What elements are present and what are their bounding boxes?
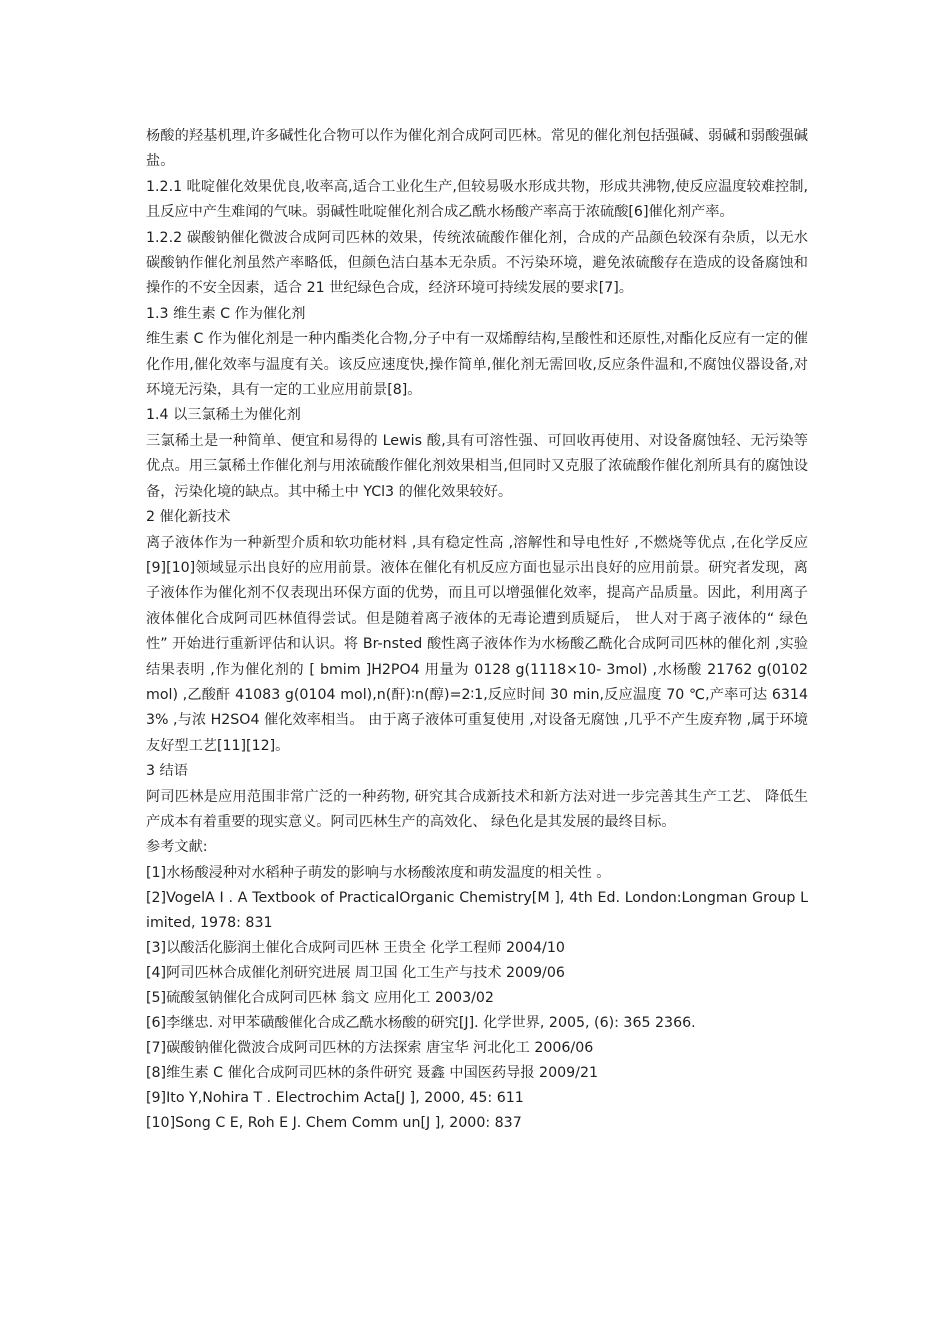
reference-item: [1]水杨酸浸种对水稻种子萌发的影响与水杨酸浓度和萌发温度的相关性 。 — [146, 864, 611, 881]
reference-item: [2]VogelA I . A Textbook of PracticalOrganic Chemistry[M ], 4th Ed. London:Longman Group Limited, 1978: 831 — [146, 889, 808, 931]
heading-vitamin-c: 1.3 维生素 C 作为催化剂 — [146, 305, 306, 322]
heading-conclusion: 3 结语 — [146, 763, 188, 780]
heading-new-technology: 2 催化新技术 — [146, 509, 231, 526]
reference-item: [10]Song C E, Roh E J. Chem Comm un[J ], 2000: 837 — [146, 1114, 522, 1131]
reference-item: [9]Ito Y,Nohira T . Electrochim Acta[J ], 2000, 45: 611 — [146, 1089, 524, 1106]
document-body — [146, 124, 808, 1136]
paragraph-pyridine: 1.2.1 吡啶催化效果优良,收率高,适合工业化生产,但较易吸水形成共物，形成共沸物,使反应温度较难控制,且反应中产生难闻的气味。弱碱性吡啶催化剂合成乙酰水杨酸产率高于浓硫酸[6]催化剂产率。 — [146, 178, 808, 221]
reference-item: [6]李继忠. 对甲苯磺酸催化合成乙酰水杨酸的研究[J]. 化学世界, 2005, (6): 365 2366. — [146, 1014, 696, 1031]
reference-item: [8]维生素 C 催化合成阿司匹林的条件研究 聂鑫 中国医药导报 2009/21 — [146, 1064, 598, 1081]
heading-references: 参考文献: — [146, 839, 208, 856]
heading-rare-earth: 1.4 以三氯稀土为催化剂 — [146, 407, 301, 424]
paragraph-sodium-carbonate: 1.2.2 碳酸钠催化微波合成阿司匹林的效果，传统浓硫酸作催化剂，合成的产品颜色较深有杂质，以无水碳酸钠作催化剂虽然产率略低，但颜色洁白基本无杂质。不污染环境，避免浓硫酸存在造成的设备腐蚀和操作的不安全因素，适合 21 世纪绿色合成，经济环境可持续发展的要求[7]。 — [146, 229, 808, 297]
paragraph-conclusion: 阿司匹林是应用范围非常广泛的一种药物, 研究其合成新技术和新方法对进一步完善其生产工艺、 降低生产成本有着重要的现实意义。阿司匹林生产的高效化、 绿色化是其发展的最终目标。 — [146, 788, 808, 830]
paragraph-catalyst-intro: 杨酸的羟基机理,许多碱性化合物可以作为催化剂合成阿司匹林。常见的催化剂包括强碱、弱碱和弱酸强碱盐。 — [146, 128, 808, 170]
paragraph-rare-earth: 三氯稀土是一种简单、便宜和易得的 Lewis 酸,具有可溶性强、可回收再使用、对设备腐蚀轻、无污染等优点。用三氯稀土作催化剂与用浓硫酸作催化剂效果相当,但同时又克服了浓硫酸作催化剂所具有的腐蚀设备，污染化境的缺点。其中稀土中 YCl3 的催化效果较好。 — [146, 432, 808, 500]
reference-item: [7]碳酸钠催化微波合成阿司匹林的方法探索 唐宝华 河北化工 2006/06 — [146, 1039, 594, 1056]
reference-list — [146, 861, 808, 1136]
reference-item: [3]以酸活化膨润土催化合成阿司匹林 王贵全 化学工程师 2004/10 — [146, 939, 565, 956]
paragraph-vitamin-c: 维生素 C 作为催化剂是一种内酯类化合物,分子中有一双烯醇结构,呈酸性和还原性,对酯化反应有一定的催化作用,催化效率与温度有关。该反应速度快,操作简单,催化剂无需回收,反应条件温和,不腐蚀仪器设备,对环境无污染，具有一定的工业应用前景[8]。 — [146, 331, 808, 399]
paragraph-ionic-liquid: 离子液体作为一种新型介质和软功能材料 ,具有稳定性高 ,溶解性和导电性好 ,不燃烧等优点 ,在化学反应[9][10]领域显示出良好的应用前景。液体在催化有机反应方面也显示出良好的应用前景。研究者发现，离子液体作为催化剂不仅表现出环保方面的优势，而且可以增强催化效率，提高产品质量。因此，利用离子液体催化合成阿司匹林值得尝试。但是随着离子液体的无毒论遭到质疑后， 世人对于离子液体的“ 绿色性” 开始进行重新评估和认识。将 Br-nsted 酸性离子液体作为水杨酸乙酰化合成阿司匹林的催化剂 ,实验结果表明 ,作为催化剂的 [ bmim ]H2PO4 用量为 0128 g(1118×10- 3mol) ,水杨酸 21762 g(0102 mol) ,乙酸酐 41083 g(0104 mol),n(酐)∶n(醇)=2∶1,反应时间 30 min,反应温度 70 ℃,产率可达 63143% ,与浓 H2SO4 催化效率相当。 由于离子液体可重复使用 ,对设备无腐蚀 ,几乎不产生废弃物 ,属于环境友好型工艺[11][12]。 — [146, 534, 808, 754]
reference-item: [4]阿司匹林合成催化剂研究进展 周卫国 化工生产与技术 2009/06 — [146, 964, 565, 981]
reference-item: [5]硫酸氢钠催化合成阿司匹林 翁文 应用化工 2003/02 — [146, 989, 494, 1006]
